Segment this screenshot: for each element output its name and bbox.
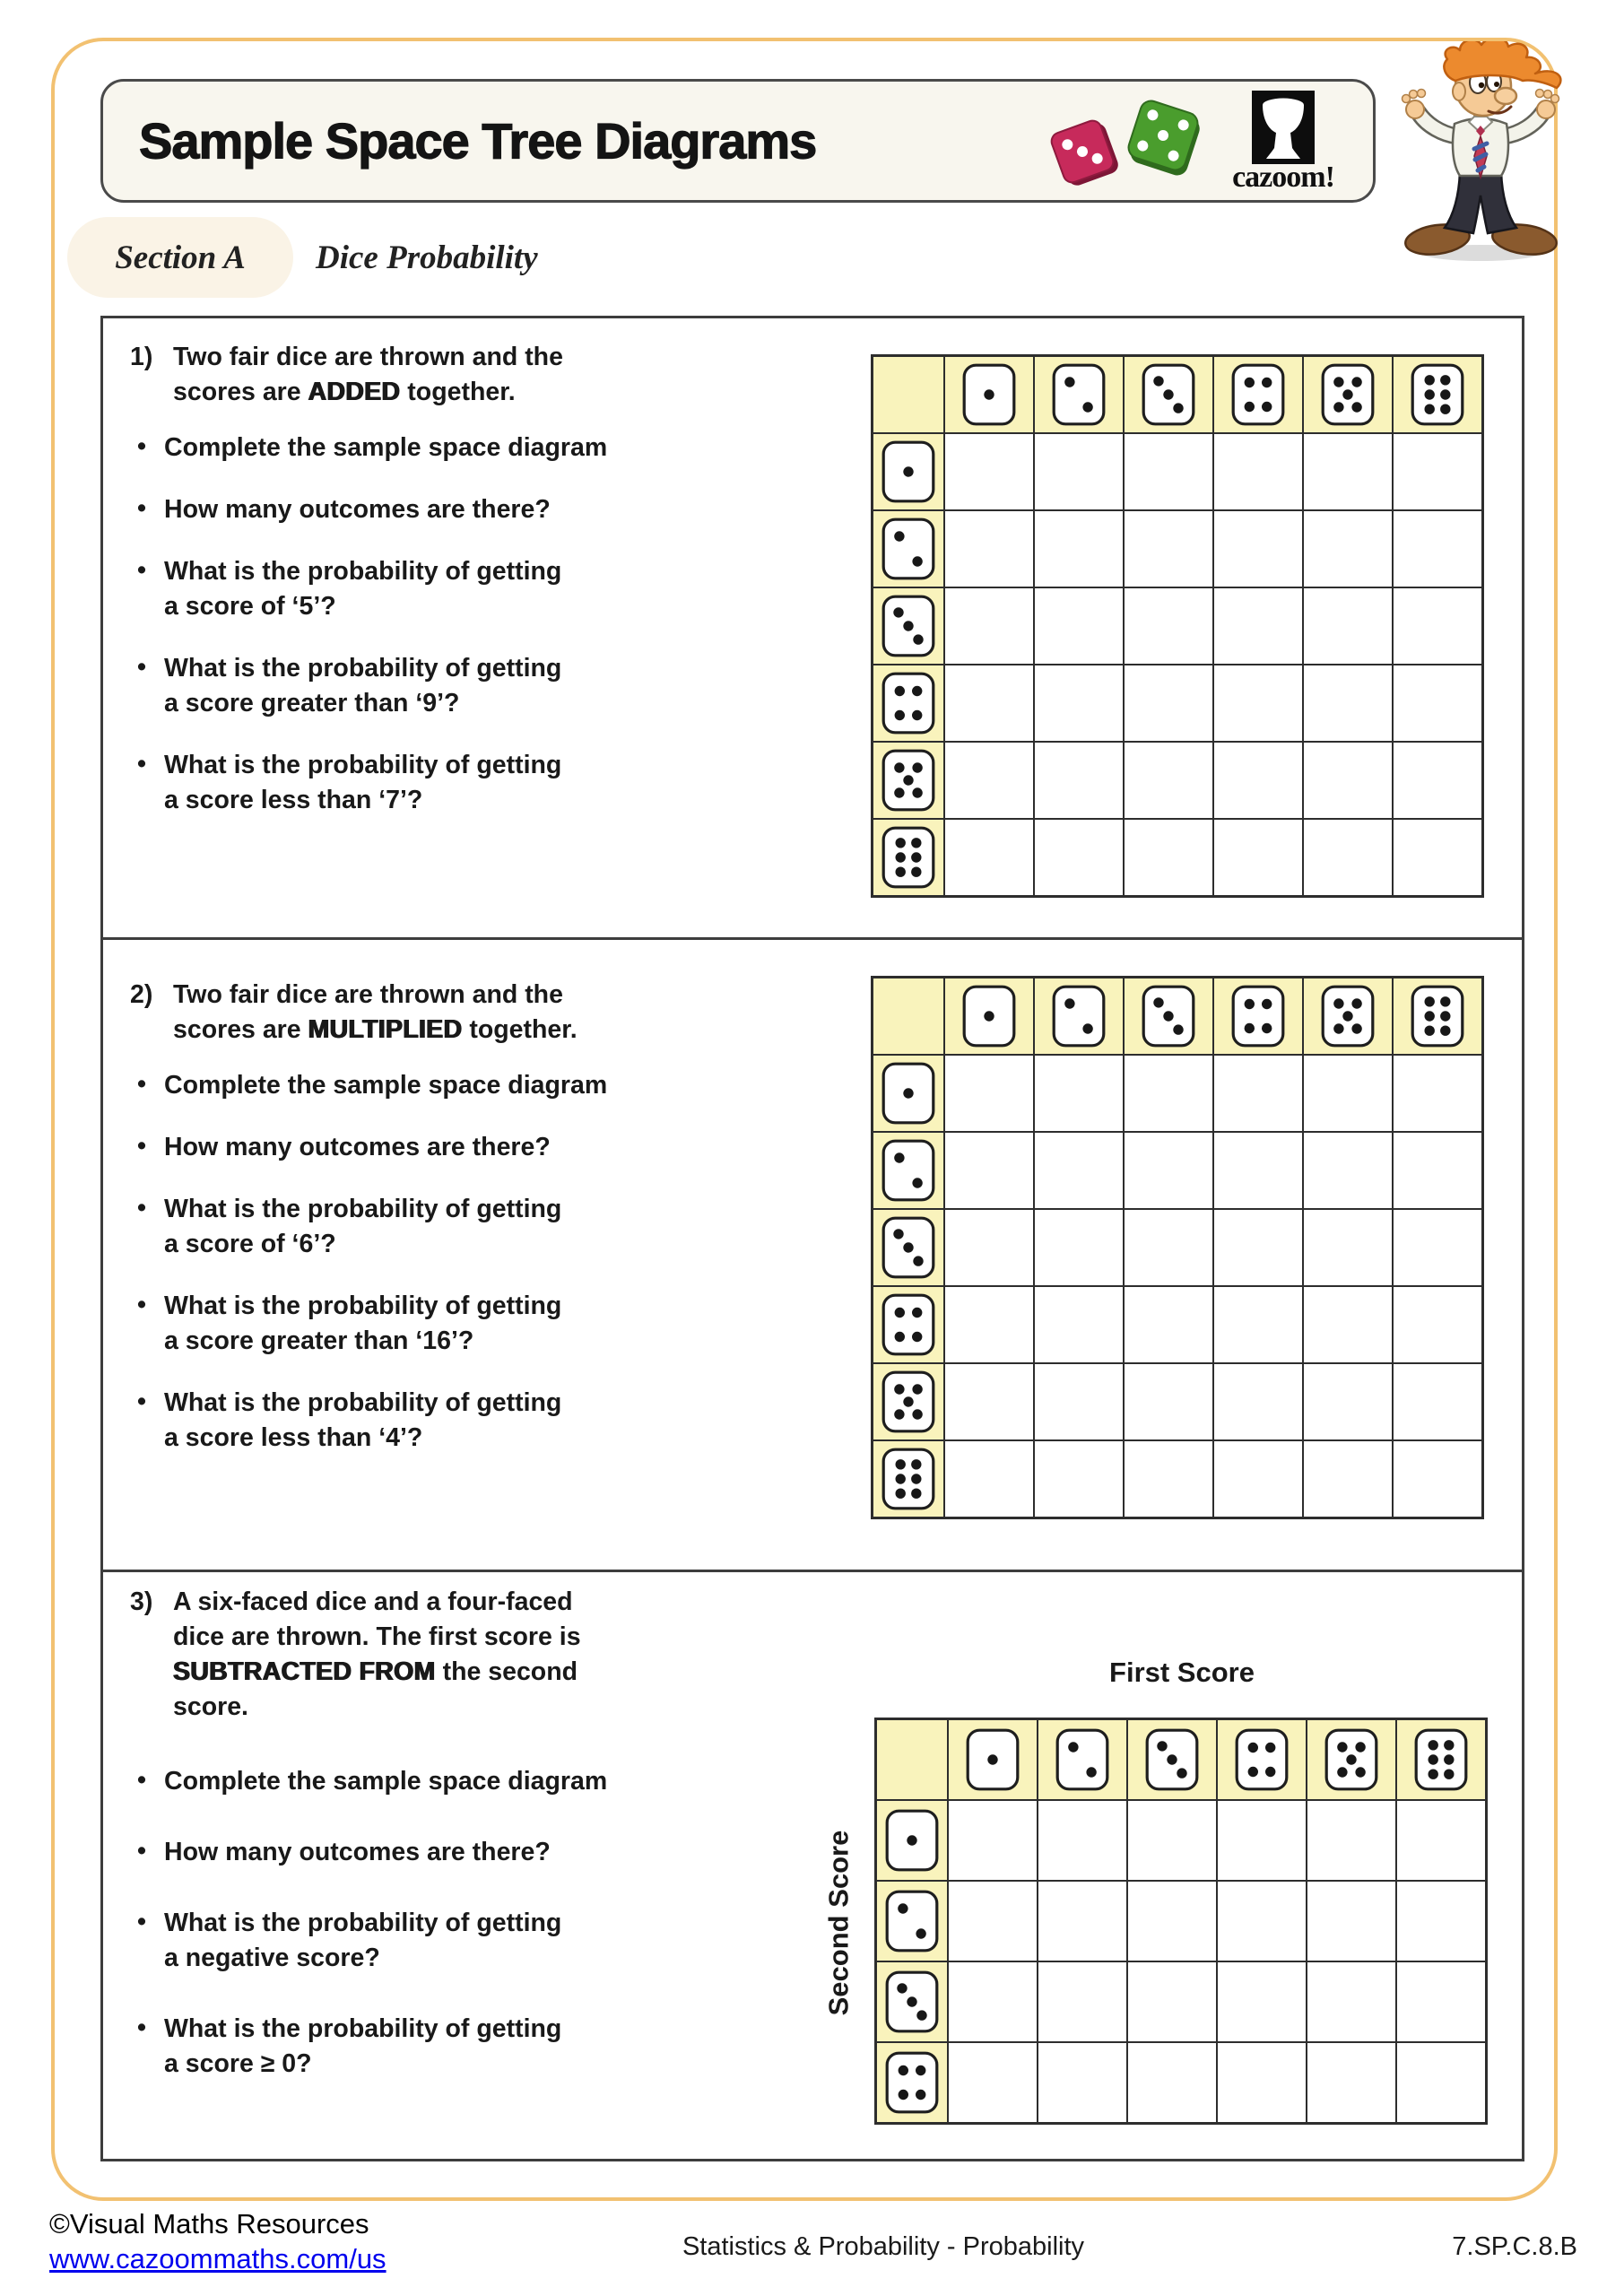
intro-line — [173, 1620, 581, 1655]
question-bullet — [130, 651, 785, 721]
outcome-cell-3-6 — [1397, 1962, 1485, 2041]
intro-text: Two fair dice are thrown and the — [173, 343, 563, 371]
outcome-cell-3-1 — [945, 1210, 1033, 1285]
die-1-icon — [962, 363, 1016, 426]
question-bullets — [130, 1068, 785, 1456]
bullet-line: a score of ‘5’? — [164, 592, 336, 621]
column-header-die-4 — [1218, 1720, 1306, 1799]
bullet-line: What is the probability of getting — [164, 1195, 562, 1223]
bullet-line: What is the probability of getting — [164, 1388, 562, 1417]
die-1-icon — [885, 1809, 939, 1872]
die-1-icon — [966, 1728, 1020, 1791]
row-header-die-5 — [873, 743, 943, 818]
question-bullet — [130, 1835, 785, 1870]
question-section-1 — [103, 318, 1522, 937]
outcome-cell-2-1 — [949, 1882, 1037, 1961]
outcome-cell-3-4 — [1218, 1962, 1306, 2041]
bullet-line: a score greater than ‘16’? — [164, 1326, 474, 1355]
outcome-cell-2-1 — [945, 1133, 1033, 1208]
column-header-die-6 — [1397, 1720, 1485, 1799]
grid-corner-cell — [873, 357, 943, 432]
question-bullets — [130, 1764, 785, 2082]
die-5-icon — [881, 1370, 935, 1433]
bullet-icon: • — [137, 432, 146, 461]
intro-text: Two fair dice are thrown and the — [173, 980, 563, 1009]
outcome-cell-1-1 — [945, 1056, 1033, 1131]
outcome-cell-3-6 — [1394, 1210, 1481, 1285]
column-header-die-3 — [1125, 357, 1212, 432]
bullet-icon: • — [137, 653, 146, 682]
question-bullet — [130, 2012, 785, 2082]
question-bullet — [130, 748, 785, 818]
intro-text: the second — [435, 1657, 578, 1686]
die-6-icon — [1411, 363, 1464, 426]
outcome-cell-1-2 — [1035, 1056, 1123, 1131]
column-header-die-4 — [1214, 978, 1302, 1054]
column-header-die-3 — [1125, 978, 1212, 1054]
outcome-cell-6-4 — [1214, 820, 1302, 895]
row-header-die-4 — [873, 665, 943, 741]
bullet-icon: • — [137, 1291, 146, 1319]
die-5-icon — [1321, 363, 1375, 426]
question-bullet — [130, 554, 785, 624]
die-2-icon — [885, 1890, 939, 1952]
grid-corner-cell — [877, 1720, 947, 1799]
bullet-line: What is the probability of getting — [164, 1292, 562, 1320]
bullet-icon: • — [137, 750, 146, 778]
column-header-die-4 — [1214, 357, 1302, 432]
question-1-text — [130, 340, 785, 818]
outcome-cell-2-5 — [1304, 511, 1392, 587]
bullet-icon: • — [137, 1908, 146, 1936]
outcome-cell-5-5 — [1304, 1364, 1392, 1439]
page-title: Sample Space Tree Diagrams — [139, 112, 817, 170]
bullet-icon: • — [137, 494, 146, 523]
outcome-cell-6-1 — [945, 1441, 1033, 1517]
die-1-icon — [881, 1062, 935, 1125]
die-6-icon — [1414, 1728, 1468, 1791]
outcome-cell-1-3 — [1125, 1056, 1212, 1131]
footer-strand: Statistics & Probability - Probability — [682, 2232, 1085, 2261]
outcome-cell-5-6 — [1394, 1364, 1481, 1439]
column-header-die-1 — [945, 978, 1033, 1054]
outcome-cell-4-5 — [1304, 665, 1392, 741]
bullet-line: How many outcomes are there? — [164, 1133, 551, 1161]
outcome-cell-3-4 — [1214, 588, 1302, 664]
outcome-cell-4-4 — [1214, 1287, 1302, 1362]
outcome-cell-4-3 — [1125, 1287, 1212, 1362]
section-label: Section A — [115, 239, 246, 276]
question-intro — [130, 340, 785, 410]
question-bullet — [130, 1289, 785, 1359]
intro-line — [173, 340, 563, 375]
intro-text: together. — [400, 378, 516, 406]
die-6-icon — [881, 1448, 935, 1510]
column-header-die-2 — [1038, 1720, 1126, 1799]
question-bullet — [130, 1906, 785, 1976]
green-die-icon — [1125, 98, 1204, 178]
row-header-die-4 — [877, 2043, 947, 2122]
cazoom-logo — [1220, 91, 1346, 195]
die-5-icon — [881, 749, 935, 812]
outcome-cell-1-5 — [1304, 434, 1392, 509]
question-number: 2) — [130, 980, 153, 1009]
question-intro — [130, 1585, 785, 1725]
section-label-pill — [67, 217, 293, 298]
intro-line — [173, 375, 563, 410]
outcome-cell-2-4 — [1214, 511, 1302, 587]
outcome-cell-3-2 — [1035, 1210, 1123, 1285]
outcome-cell-3-5 — [1304, 588, 1392, 664]
question-2-text — [130, 978, 785, 1456]
outcome-cell-6-5 — [1304, 820, 1392, 895]
outcome-cell-3-2 — [1038, 1962, 1126, 2041]
outcome-cell-1-5 — [1304, 1056, 1392, 1131]
die-1-icon — [962, 985, 1016, 1048]
outcome-cell-3-3 — [1128, 1962, 1216, 2041]
outcome-cell-2-5 — [1304, 1133, 1392, 1208]
second-score-label: Second Score — [822, 1830, 854, 2016]
intro-line — [173, 1013, 578, 1048]
outcome-cell-4-5 — [1307, 2043, 1395, 2122]
outcome-cell-4-6 — [1394, 1287, 1481, 1362]
outcome-cell-3-3 — [1125, 588, 1212, 664]
outcome-cell-1-3 — [1125, 434, 1212, 509]
die-4-icon — [885, 2051, 939, 2114]
keyword-text: ADDED — [308, 378, 401, 406]
outcome-cell-5-3 — [1125, 743, 1212, 818]
question-1-grid — [871, 354, 1484, 898]
die-4-icon — [881, 1293, 935, 1356]
outcome-cell-1-4 — [1214, 1056, 1302, 1131]
outcome-cell-6-3 — [1125, 1441, 1212, 1517]
die-6-icon — [881, 826, 935, 889]
die-4-icon — [1231, 985, 1285, 1048]
row-header-die-5 — [873, 1364, 943, 1439]
die-3-icon — [1142, 363, 1195, 426]
outcome-cell-4-3 — [1125, 665, 1212, 741]
outcome-cell-6-6 — [1394, 820, 1481, 895]
bullet-line: a score greater than ‘9’? — [164, 689, 460, 718]
row-header-die-1 — [873, 434, 943, 509]
bullet-icon: • — [137, 1132, 146, 1161]
outcome-cell-4-4 — [1214, 665, 1302, 741]
outcome-cell-6-1 — [945, 820, 1033, 895]
bullet-icon: • — [137, 1766, 146, 1795]
outcome-cell-1-6 — [1394, 434, 1481, 509]
outcome-cell-2-6 — [1397, 1882, 1485, 1961]
title-box — [100, 79, 1376, 203]
bullet-line: a score less than ‘4’? — [164, 1423, 423, 1452]
bullet-line: Complete the sample space diagram — [164, 433, 608, 462]
outcome-cell-4-6 — [1394, 665, 1481, 741]
outcome-cell-1-4 — [1218, 1801, 1306, 1880]
outcome-cell-5-2 — [1035, 1364, 1123, 1439]
intro-text: scores are — [173, 378, 308, 406]
row-header-die-4 — [873, 1287, 943, 1362]
intro-line — [173, 1690, 581, 1725]
die-2-icon — [881, 1139, 935, 1202]
outcome-cell-1-4 — [1214, 434, 1302, 509]
outcome-cell-1-3 — [1128, 1801, 1216, 1880]
column-header-die-2 — [1035, 978, 1123, 1054]
column-header-die-2 — [1035, 357, 1123, 432]
intro-text: scores are — [173, 1015, 308, 1044]
intro-text: score. — [173, 1692, 248, 1721]
question-bullet — [130, 430, 785, 465]
outcome-cell-5-6 — [1394, 743, 1481, 818]
outcome-cell-4-1 — [945, 1287, 1033, 1362]
outcome-cell-6-6 — [1394, 1441, 1481, 1517]
footer-link[interactable]: www.cazoommaths.com/us — [49, 2243, 386, 2274]
bullet-icon: • — [137, 1387, 146, 1416]
row-header-die-3 — [873, 588, 943, 664]
row-header-die-2 — [873, 511, 943, 587]
outcome-cell-1-6 — [1394, 1056, 1481, 1131]
intro-line — [173, 1585, 581, 1620]
outcome-cell-5-1 — [945, 743, 1033, 818]
dice-decoration — [1027, 82, 1224, 200]
question-3-grid — [874, 1718, 1488, 2125]
outcome-cell-1-5 — [1307, 1801, 1395, 1880]
outcome-cell-1-6 — [1397, 1801, 1485, 1880]
outcome-cell-6-2 — [1035, 1441, 1123, 1517]
outcome-cell-5-4 — [1214, 1364, 1302, 1439]
red-die-icon — [1049, 117, 1121, 188]
outcome-cell-4-6 — [1397, 2043, 1485, 2122]
column-header-die-5 — [1304, 978, 1392, 1054]
row-header-die-3 — [873, 1210, 943, 1285]
keyword-text: SUBTRACTED FROM — [173, 1657, 436, 1686]
question-2-grid — [871, 976, 1484, 1519]
question-number: 3) — [130, 1587, 153, 1616]
outcome-cell-3-1 — [949, 1962, 1037, 2041]
question-intro — [130, 978, 785, 1048]
keyword-text: MULTIPLIED — [308, 1015, 463, 1044]
bullet-line: What is the probability of getting — [164, 557, 562, 586]
outcome-cell-4-4 — [1218, 2043, 1306, 2122]
outcome-cell-1-2 — [1035, 434, 1123, 509]
outcome-cell-2-3 — [1125, 1133, 1212, 1208]
bullet-line: What is the probability of getting — [164, 1909, 562, 1937]
row-header-die-2 — [873, 1133, 943, 1208]
bullet-icon: • — [137, 2013, 146, 2042]
outcome-cell-6-2 — [1035, 820, 1123, 895]
questions-box — [100, 316, 1524, 2161]
bullet-icon: • — [137, 1070, 146, 1099]
die-4-icon — [881, 672, 935, 735]
outcome-cell-4-2 — [1035, 1287, 1123, 1362]
sample-space-grid — [871, 976, 1484, 1519]
outcome-cell-2-3 — [1128, 1882, 1216, 1961]
outcome-cell-4-2 — [1038, 2043, 1126, 2122]
bullet-line: Complete the sample space diagram — [164, 1767, 608, 1796]
die-3-icon — [885, 1970, 939, 2033]
intro-text: dice are thrown. The first score is — [173, 1622, 581, 1651]
die-3-icon — [881, 1216, 935, 1279]
column-header-die-6 — [1394, 357, 1481, 432]
outcome-cell-2-2 — [1035, 511, 1123, 587]
footer-copyright: ©Visual Maths Resources — [49, 2208, 369, 2239]
bullet-line: a score ≥ 0? — [164, 2049, 312, 2078]
die-5-icon — [1324, 1728, 1378, 1791]
question-bullet — [130, 1068, 785, 1103]
outcome-cell-1-1 — [945, 434, 1033, 509]
grid-corner-cell — [873, 978, 943, 1054]
outcome-cell-3-6 — [1394, 588, 1481, 664]
outcome-cell-2-2 — [1035, 1133, 1123, 1208]
intro-text: together. — [462, 1015, 578, 1044]
column-header-die-1 — [949, 1720, 1037, 1799]
intro-line — [173, 978, 578, 1013]
outcome-cell-2-4 — [1218, 1882, 1306, 1961]
bullet-line: What is the probability of getting — [164, 2014, 562, 2043]
outcome-cell-5-2 — [1035, 743, 1123, 818]
die-3-icon — [1145, 1728, 1199, 1791]
question-section-3 — [103, 1570, 1522, 2159]
bullet-line: a score of ‘6’? — [164, 1230, 336, 1258]
question-bullet — [130, 1764, 785, 1799]
outcome-cell-4-5 — [1304, 1287, 1392, 1362]
outcome-cell-4-1 — [949, 2043, 1037, 2122]
section-topic: Dice Probability — [316, 239, 538, 276]
outcome-cell-6-5 — [1304, 1441, 1392, 1517]
outcome-cell-4-2 — [1035, 665, 1123, 741]
question-bullet — [130, 492, 785, 527]
outcome-cell-4-1 — [945, 665, 1033, 741]
die-3-icon — [881, 595, 935, 657]
question-bullets — [130, 430, 785, 818]
row-header-die-1 — [877, 1801, 947, 1880]
mascot-character — [1388, 41, 1573, 265]
outcome-cell-2-1 — [945, 511, 1033, 587]
die-2-icon — [1052, 985, 1106, 1048]
outcome-cell-2-2 — [1038, 1882, 1126, 1961]
row-header-die-2 — [877, 1882, 947, 1961]
row-header-die-1 — [873, 1056, 943, 1131]
column-header-die-5 — [1304, 357, 1392, 432]
outcome-cell-2-3 — [1125, 511, 1212, 587]
bullet-line: What is the probability of getting — [164, 654, 562, 683]
outcome-cell-3-2 — [1035, 588, 1123, 664]
column-header-die-3 — [1128, 1720, 1216, 1799]
outcome-cell-5-1 — [945, 1364, 1033, 1439]
die-6-icon — [1411, 985, 1464, 1048]
outcome-cell-4-3 — [1128, 2043, 1216, 2122]
bullet-line: What is the probability of getting — [164, 751, 562, 779]
outcome-cell-1-1 — [949, 1801, 1037, 1880]
die-2-icon — [1052, 363, 1106, 426]
outcome-cell-3-5 — [1304, 1210, 1392, 1285]
question-number: 1) — [130, 343, 153, 371]
question-bullet — [130, 1192, 785, 1262]
die-4-icon — [1235, 1728, 1289, 1791]
column-header-die-6 — [1394, 978, 1481, 1054]
outcome-cell-3-4 — [1214, 1210, 1302, 1285]
die-1-icon — [881, 440, 935, 503]
first-score-label: First Score — [1109, 1657, 1255, 1688]
sample-space-grid — [874, 1718, 1488, 2125]
die-3-icon — [1142, 985, 1195, 1048]
logo-text: cazoom! — [1232, 161, 1334, 194]
row-header-die-3 — [877, 1962, 947, 2041]
outcome-cell-5-3 — [1125, 1364, 1212, 1439]
cazoom-drum-icon — [1252, 91, 1315, 164]
footer-standard-code: 7.SP.C.8.B — [1452, 2232, 1577, 2261]
outcome-cell-2-6 — [1394, 1133, 1481, 1208]
question-section-2 — [103, 937, 1522, 1570]
bullet-icon: • — [137, 556, 146, 585]
die-5-icon — [1321, 985, 1375, 1048]
bullet-line: a negative score? — [164, 1944, 380, 1972]
outcome-cell-1-2 — [1038, 1801, 1126, 1880]
bullet-line: How many outcomes are there? — [164, 495, 551, 524]
outcome-cell-6-4 — [1214, 1441, 1302, 1517]
outcome-cell-2-4 — [1214, 1133, 1302, 1208]
intro-line — [173, 1655, 581, 1690]
die-4-icon — [1231, 363, 1285, 426]
outcome-cell-5-4 — [1214, 743, 1302, 818]
bullet-line: Complete the sample space diagram — [164, 1071, 608, 1100]
outcome-cell-3-5 — [1307, 1962, 1395, 2041]
die-2-icon — [881, 517, 935, 580]
bullet-icon: • — [137, 1194, 146, 1222]
die-2-icon — [1055, 1728, 1109, 1791]
bullet-line: a score less than ‘7’? — [164, 786, 423, 814]
column-header-die-5 — [1307, 1720, 1395, 1799]
question-bullet — [130, 1386, 785, 1456]
bullet-icon: • — [137, 1837, 146, 1866]
outcome-cell-5-5 — [1304, 743, 1392, 818]
outcome-cell-6-3 — [1125, 820, 1212, 895]
column-header-die-1 — [945, 357, 1033, 432]
bullet-line: How many outcomes are there? — [164, 1838, 551, 1866]
row-header-die-6 — [873, 820, 943, 895]
question-3-text — [130, 1585, 785, 2082]
row-header-die-6 — [873, 1441, 943, 1517]
sample-space-grid — [871, 354, 1484, 898]
intro-text: A six-faced dice and a four-faced — [173, 1587, 573, 1616]
outcome-cell-3-1 — [945, 588, 1033, 664]
outcome-cell-3-3 — [1125, 1210, 1212, 1285]
outcome-cell-2-5 — [1307, 1882, 1395, 1961]
question-bullet — [130, 1130, 785, 1165]
outcome-cell-2-6 — [1394, 511, 1481, 587]
